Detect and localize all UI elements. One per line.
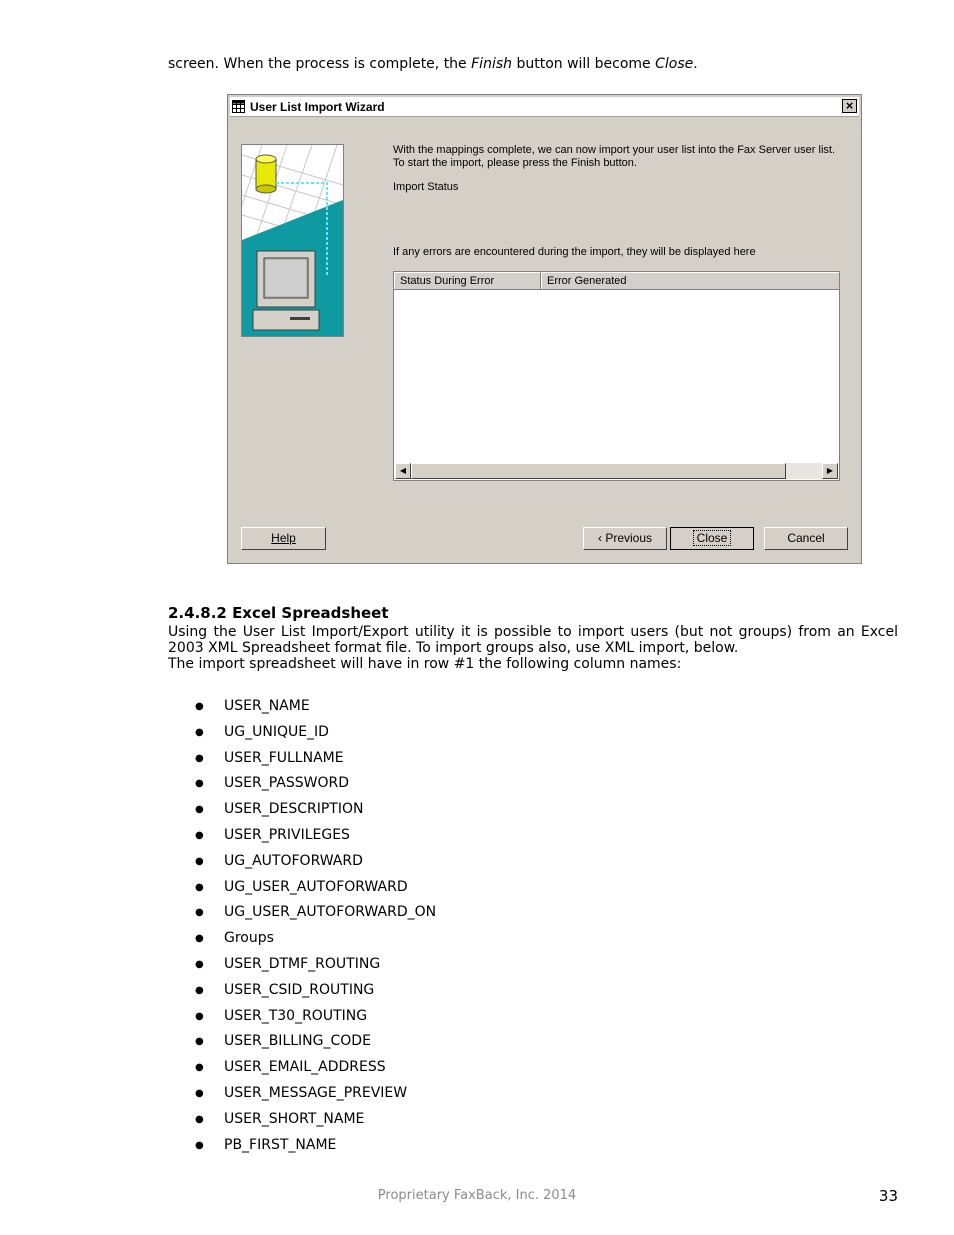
list-item: ● USER_DESCRIPTION (195, 797, 436, 823)
list-item: ● USER_SHORT_NAME (195, 1107, 436, 1133)
list-item: ● USER_T30_ROUTING (195, 1004, 436, 1030)
list-item: ● USER_PASSWORD (195, 771, 436, 797)
import-status-label: Import Status (393, 181, 459, 193)
section-paragraph-2: The import spreadsheet will have in row #1 the following column names: (168, 656, 682, 672)
dialog-close-button[interactable]: × (842, 99, 857, 113)
scrollbar-thumb[interactable] (411, 463, 786, 479)
app-grid-icon (232, 100, 245, 113)
section-heading: 2.4.8.2 Excel Spreadsheet (168, 604, 389, 622)
dialog-title: User List Import Wizard (250, 99, 385, 114)
list-item: ● USER_MESSAGE_PREVIEW (195, 1081, 436, 1107)
dialog-titlebar (230, 97, 859, 117)
list-item: ● USER_FULLNAME (195, 746, 436, 772)
help-button-label: Help (271, 531, 296, 545)
close-word: Close (655, 56, 694, 72)
cancel-button[interactable]: Cancel (764, 527, 848, 550)
close-button[interactable] (670, 527, 754, 550)
column-error-generated[interactable]: Error Generated (541, 272, 839, 289)
list-item: ● USER_BILLING_CODE (195, 1029, 436, 1055)
page-footer: Proprietary FaxBack, Inc. 2014 (377, 1188, 577, 1203)
scrollbar-track[interactable] (786, 463, 822, 479)
column-name-list (195, 694, 436, 1158)
section-paragraph-1: Using the User List Import/Export utility it is possible to import users (but not groups) from an Excel 2003 XML Spreadsheet format file. To import groups also, use XML import, below. (168, 624, 898, 656)
intro-text-3: . (693, 56, 698, 72)
horizontal-scrollbar[interactable] (395, 463, 838, 479)
import-wizard-dialog (227, 94, 862, 564)
column-status-during-error[interactable]: Status During Error (394, 272, 541, 289)
errors-label: If any errors are encountered during the import, they will be displayed here (393, 246, 756, 258)
list-item: ● USER_PRIVILEGES (195, 823, 436, 849)
list-item: ● UG_USER_AUTOFORWARD_ON (195, 900, 436, 926)
intro-sentence (168, 56, 698, 72)
list-item: ● UG_USER_AUTOFORWARD (195, 875, 436, 901)
mapping-complete-message (393, 144, 843, 170)
section-body (168, 624, 898, 672)
list-item: ● Groups (195, 926, 436, 952)
message-line-1: With the mappings complete, we can now import your user list into the Fax Server user list. (393, 144, 836, 156)
help-button[interactable] (241, 527, 326, 550)
error-list-header (394, 272, 839, 290)
close-button-label: Close (694, 531, 731, 545)
message-line-2: To start the import, please press the Finish button. (393, 157, 637, 169)
list-item: ● UG_AUTOFORWARD (195, 849, 436, 875)
scroll-right-icon[interactable]: ▶ (822, 463, 838, 479)
intro-text-2: button will become (512, 56, 656, 72)
list-item: ● USER_CSID_ROUTING (195, 978, 436, 1004)
intro-text-1: screen. When the process is complete, the (168, 56, 472, 72)
list-item: ● UG_UNIQUE_ID (195, 720, 436, 746)
database-to-computer-illustration (241, 144, 344, 337)
list-item: ● USER_DTMF_ROUTING (195, 952, 436, 978)
previous-button[interactable]: ‹ Previous (583, 527, 667, 550)
error-list[interactable] (393, 271, 840, 481)
list-item: ● USER_NAME (195, 694, 436, 720)
finish-word: Finish (471, 56, 512, 72)
scroll-left-icon[interactable]: ◀ (395, 463, 411, 479)
page-number: 33 (878, 1187, 898, 1205)
list-item: ● USER_EMAIL_ADDRESS (195, 1055, 436, 1081)
list-item: ● PB_FIRST_NAME (195, 1133, 436, 1159)
